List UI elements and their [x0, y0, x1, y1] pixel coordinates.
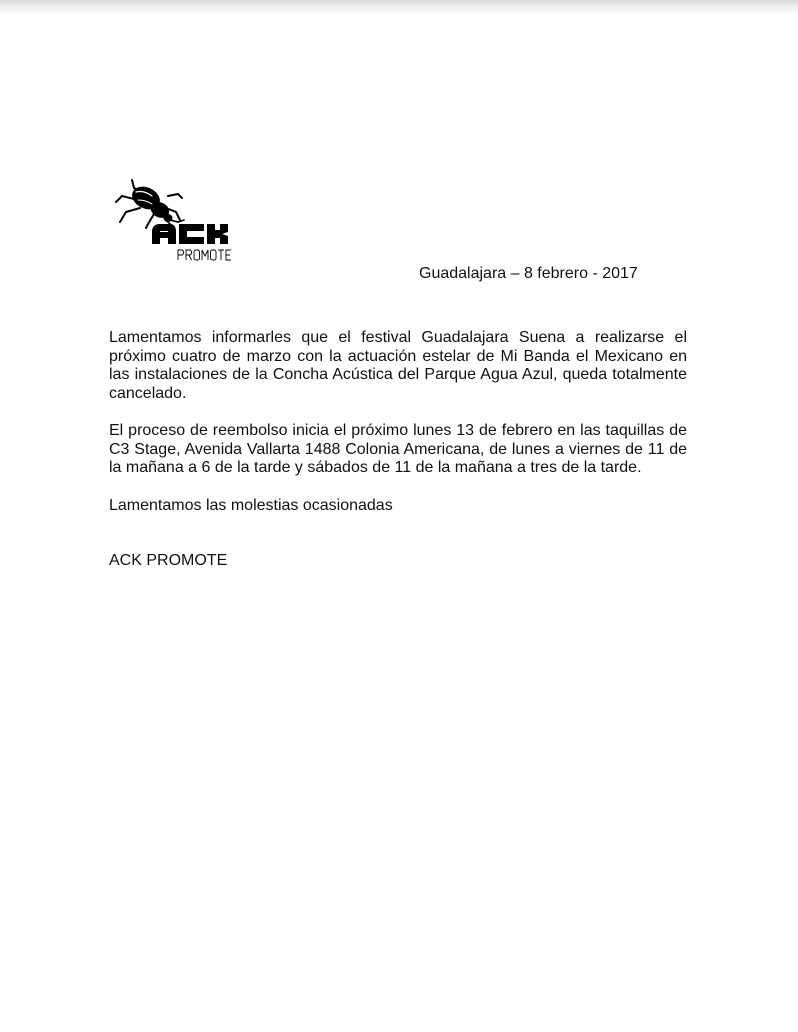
paragraph-refund: El proceso de reembolso inicia el próximo lunes 13 de febrero en las taquillas de C3 Stage, Avenida Vallarta 1488 Colonia Americana, de lunes a viernes de 11 de la mañana a 6 de la tarde y sábados de 11 de la mañana a tres de la tarde. [109, 422, 687, 476]
letter-body [109, 329, 687, 571]
closing-line: Lamentamos las molestias ocasionadas [109, 496, 393, 514]
letter-date: Guadalajara – 8 febrero - 2017 [419, 265, 638, 282]
paragraph-cancellation: Lamentamos informarles que el festival Guadalajara Suena a realizarse el próximo cuatro de marzo con la actuación estelar de Mi Banda el Mexicano en las instalaciones de la Concha Acústica del Parque Agua Azul, queda totalmente cancelado. [109, 329, 687, 402]
viewer-top-shadow [0, 0, 798, 14]
logo-tagline [178, 250, 231, 260]
ack-promote-logo [112, 178, 238, 270]
signature: ACK PROMOTE [109, 552, 228, 569]
logo-wordmark [152, 224, 228, 244]
beetle-icon [116, 180, 184, 228]
